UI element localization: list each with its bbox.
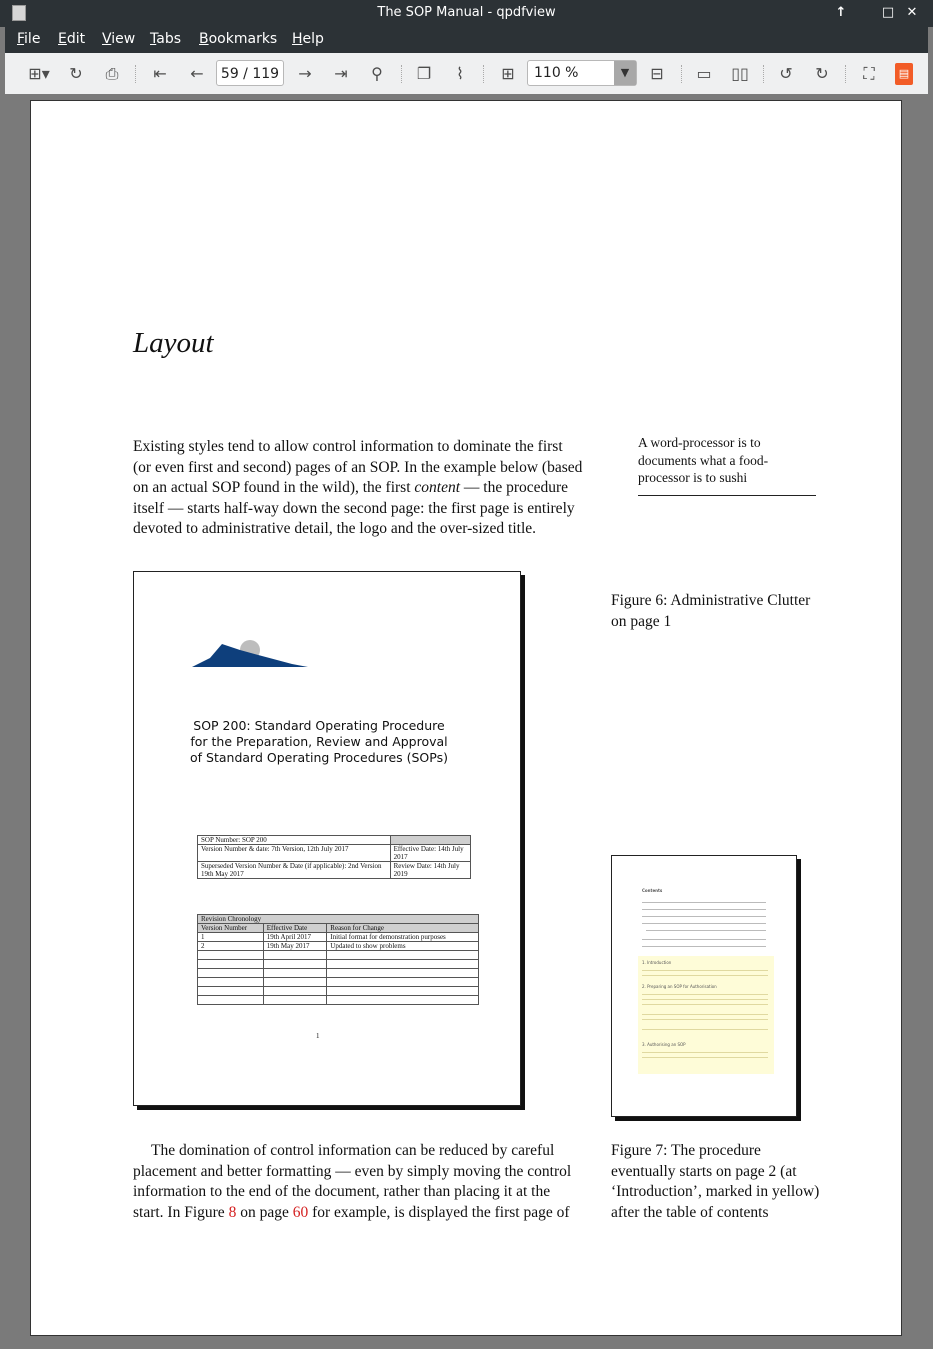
toc-line xyxy=(642,939,766,940)
copy-icon[interactable]: ❐ xyxy=(416,64,432,83)
figure-7-image xyxy=(611,855,797,1117)
window-title: The SOP Manual - qpdfview xyxy=(377,5,556,20)
revision-caption: Revision Chronology xyxy=(198,915,479,924)
highlighted-introduction xyxy=(638,956,774,1074)
text-line xyxy=(642,1019,768,1020)
rotate-right-icon[interactable]: ↻ xyxy=(815,64,829,83)
figure-7-caption: Figure 7: The procedure eventually starts on page 2 (at ‘Introduction’, marked in yellow) after the table of contents xyxy=(611,1142,820,1221)
table-cell: 19th April 2017 xyxy=(263,933,327,942)
zoom-in-icon[interactable]: ⊞ xyxy=(501,64,515,83)
table-row xyxy=(198,960,479,969)
toolbar-separator xyxy=(483,65,486,83)
print-icon[interactable]: ⎙ xyxy=(105,64,119,83)
preparing-heading: 2. Preparing an SOP for Authorisation xyxy=(642,984,717,989)
chevron-down-icon[interactable]: ▼ xyxy=(614,61,636,85)
revision-table xyxy=(197,914,479,1005)
text-line xyxy=(642,1014,768,1015)
figure-8-link[interactable]: 8 xyxy=(228,1203,237,1221)
table-cell: Initial format for demonstration purposes xyxy=(327,933,479,942)
text-line xyxy=(642,1052,768,1053)
page-60-link[interactable]: 60 xyxy=(292,1203,309,1221)
title-bar xyxy=(0,0,933,27)
shaded-cell xyxy=(390,836,470,845)
zoom-out-icon[interactable]: ⊟ xyxy=(650,64,664,83)
previous-page-icon[interactable]: ← xyxy=(190,64,204,83)
paragraph-2-text: on page xyxy=(236,1203,293,1221)
text-line xyxy=(642,994,768,995)
last-page-icon[interactable]: ⇥ xyxy=(334,64,348,83)
text-line xyxy=(642,1029,768,1030)
paragraph-2 xyxy=(133,1141,583,1223)
first-page-icon[interactable]: ⇤ xyxy=(153,64,167,83)
toolbar-separator xyxy=(845,65,848,83)
presentation-icon[interactable]: ▤ xyxy=(895,63,913,85)
zoom-value: 110 % xyxy=(534,65,579,81)
table-row xyxy=(198,996,479,1005)
table-cell: Updated to show problems xyxy=(327,942,479,951)
toc-line xyxy=(642,923,766,924)
margin-quote: A word-processor is to documents what a food-processor is to sushi xyxy=(638,434,816,496)
toolbar-separator xyxy=(681,65,684,83)
two-pages-mode-icon[interactable]: ▯▯ xyxy=(731,64,749,83)
menu-bookmarks[interactable]: Bookmarks xyxy=(199,31,278,47)
document-view[interactable] xyxy=(5,94,928,1345)
logo-mountain-icon xyxy=(192,634,312,694)
table-row xyxy=(198,942,479,951)
toc-line xyxy=(646,930,766,931)
toc-title: Contents xyxy=(642,888,663,893)
toolbar-separator xyxy=(401,65,404,83)
toc-line xyxy=(642,909,766,910)
table-row xyxy=(198,933,479,942)
review-date-cell: Review Date: 14th July 2019 xyxy=(390,862,470,879)
toolbar-separator xyxy=(135,65,138,83)
toolbar-separator xyxy=(763,65,766,83)
menu-bar xyxy=(5,27,928,53)
paragraph-1-text-end: — the procedure itself — starts half-way down the second page: the first page is entirely devoted to administrative detail, the logo and the over-sized title. xyxy=(133,479,575,537)
col-header: Effective Date xyxy=(263,924,327,933)
maximize-button[interactable]: □ xyxy=(881,5,895,20)
version-cell: Version Number & date: 7th Version, 12th July 2017 xyxy=(198,845,391,862)
rotate-left-icon[interactable]: ↺ xyxy=(779,64,793,83)
superseded-cell: Superseded Version Number & Date (if applicable): 2nd Version 19th May 2017 xyxy=(198,862,391,879)
table-row xyxy=(198,969,479,978)
paragraph-2-text: for example, is displayed the first page of xyxy=(308,1203,570,1221)
text-line xyxy=(642,975,768,976)
toc-line xyxy=(642,916,766,917)
menu-file[interactable]: File xyxy=(17,31,41,47)
effective-date-cell: Effective Date: 14th July 2017 xyxy=(390,845,470,862)
table-cell: 1 xyxy=(198,933,264,942)
refresh-icon[interactable]: ↻ xyxy=(69,64,83,83)
text-line xyxy=(642,999,768,1000)
section-heading: Layout xyxy=(133,327,214,359)
sop-number-cell: SOP Number: SOP 200 xyxy=(198,836,391,845)
table-cell: 19th May 2017 xyxy=(263,942,327,951)
paragraph-1-italic: content xyxy=(414,479,461,496)
paragraph-1 xyxy=(133,437,583,540)
open-icon[interactable]: ⊞▾ xyxy=(28,64,50,83)
search-icon[interactable]: ⚲ xyxy=(371,64,383,83)
page-number: 1 xyxy=(316,1032,320,1040)
table-row xyxy=(198,987,479,996)
pdf-page xyxy=(30,100,902,1336)
text-line xyxy=(642,1004,768,1005)
table-cell: 2 xyxy=(198,942,264,951)
toolbar xyxy=(5,53,928,95)
text-line xyxy=(642,970,768,971)
menu-edit[interactable]: Edit xyxy=(58,31,86,47)
sop-title: SOP 200: Standard Operating Procedure for the Preparation, Review and Approval of Standard Operating Procedures (SOPs) xyxy=(190,718,448,765)
zoom-select[interactable] xyxy=(527,60,637,86)
col-header: Reason for Change xyxy=(327,924,479,933)
attachment-icon[interactable]: ⌇ xyxy=(456,64,464,83)
menu-view[interactable]: View xyxy=(102,31,136,47)
fullscreen-icon[interactable]: ⛶ xyxy=(863,64,875,83)
paragraph-2-text: The domination of control information can be reduced by careful placement and better formatting — even by simply moving the control information to the end of the document, rather than placing it at the start. In Figure xyxy=(133,1142,572,1221)
table-row xyxy=(198,951,479,960)
figure-6-caption: Figure 6: Administrative Clutter on page 1 xyxy=(611,592,811,630)
page-number-input[interactable]: 59 / 119 xyxy=(216,60,284,86)
paragraph-1-text: Existing styles tend to allow control information to dominate the first (or even first and second) pages of an SOP. In the example below (based on an actual SOP found in the wild), the first xyxy=(133,438,583,496)
menu-help[interactable]: Help xyxy=(292,31,324,47)
toc-line xyxy=(642,902,766,903)
continuous-mode-icon[interactable]: ▭ xyxy=(696,64,712,83)
close-button[interactable]: ✕ xyxy=(906,5,918,20)
text-line xyxy=(642,1057,768,1058)
keep-above-button[interactable]: ↑ xyxy=(835,5,847,20)
toc-line xyxy=(642,946,766,947)
figure-6-image xyxy=(133,571,521,1106)
col-header: Version Number xyxy=(198,924,264,933)
menu-tabs[interactable]: Tabs xyxy=(150,31,181,47)
next-page-icon[interactable]: → xyxy=(298,64,312,83)
intro-heading: 1. Introduction xyxy=(642,960,672,965)
authorising-heading: 3. Authorising an SOP xyxy=(642,1042,686,1047)
control-info-table xyxy=(197,835,471,879)
table-row xyxy=(198,978,479,987)
